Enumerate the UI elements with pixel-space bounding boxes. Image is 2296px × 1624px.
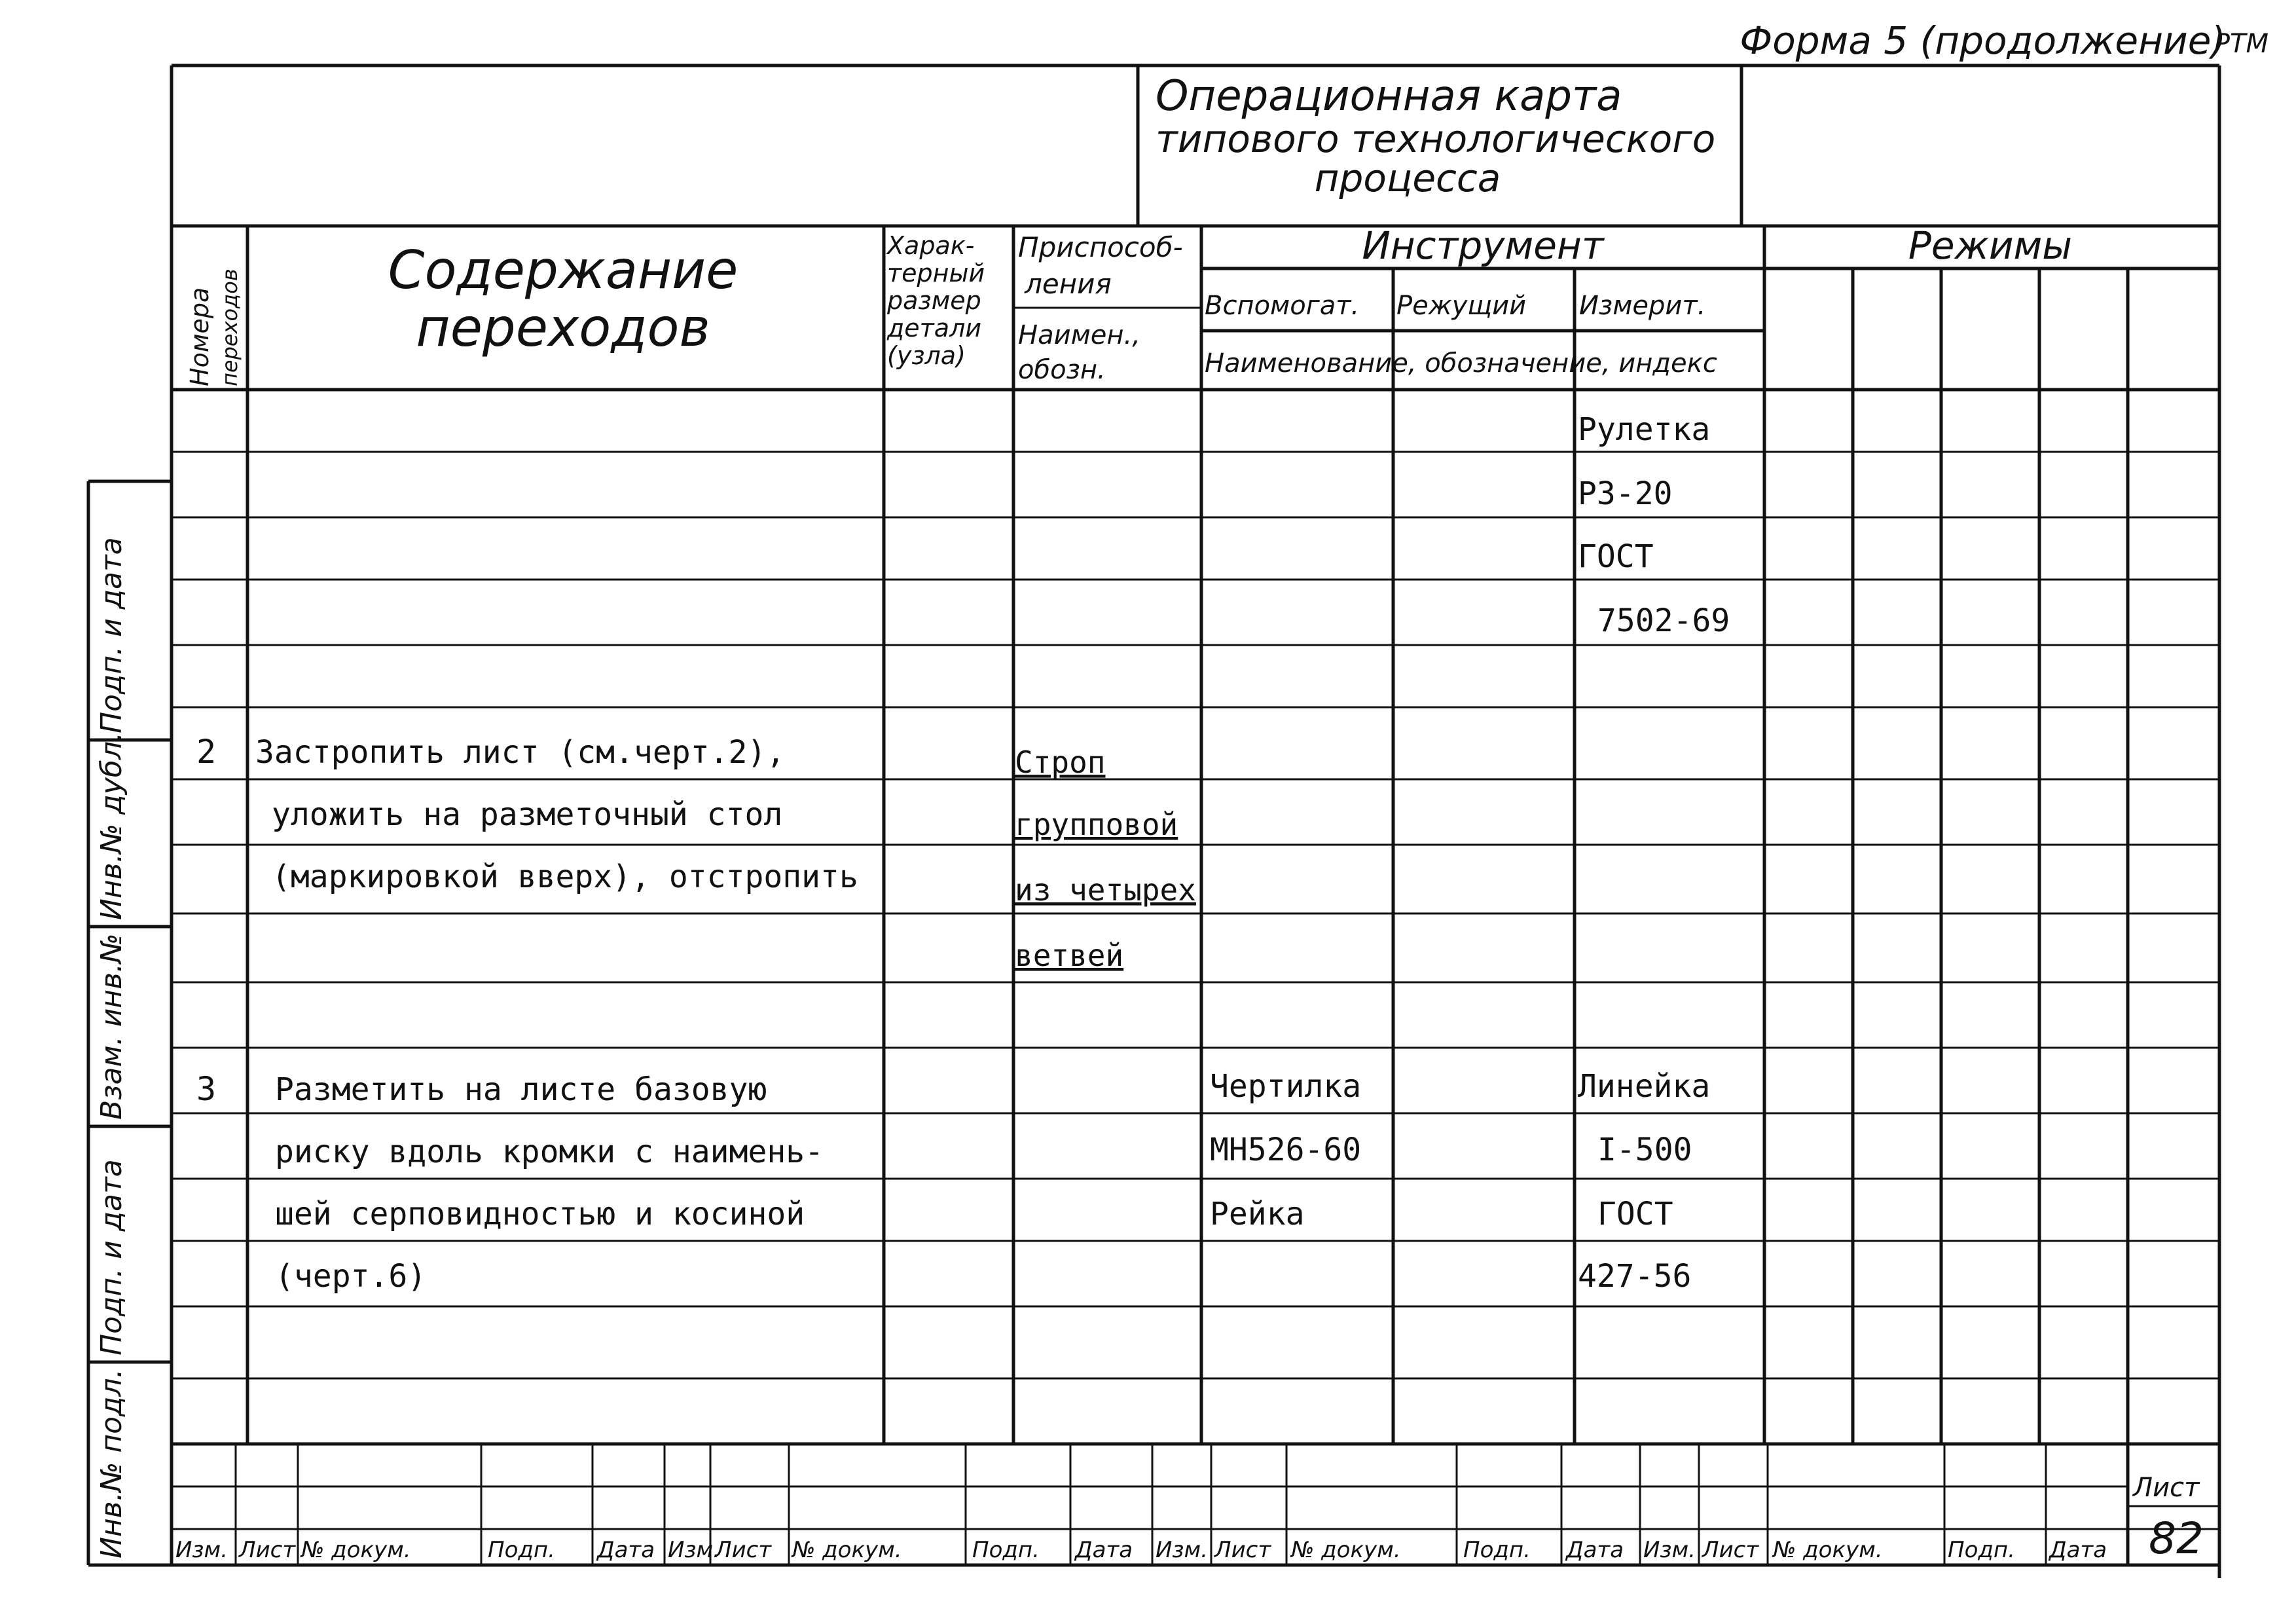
footer-1-doc: № докум.: [301, 1537, 411, 1563]
footer-4-sign: Подп.: [1948, 1537, 2015, 1563]
step-2-content-3: (маркировкой вверх), отстропить: [272, 858, 858, 895]
step-2-content-1: Застропить лист (см.черт.2),: [255, 734, 786, 771]
card-title-line2: типового технологического: [1156, 117, 1716, 161]
footer-4-izm: Изм.: [1643, 1537, 1696, 1563]
col-fixtures-1: Приспособ-: [1018, 231, 1183, 263]
footer-2-doc: № докум.: [792, 1537, 902, 1563]
footer-4-date: Дата: [2049, 1537, 2107, 1563]
step-3-content-3: шей серповидностью и косиной: [275, 1196, 805, 1232]
footer-4-list: Лист: [1702, 1537, 1759, 1563]
footer-1-sign: Подп.: [488, 1537, 555, 1563]
col-modes: Режимы: [1908, 223, 2073, 268]
step-2-content-2: уложить на разметочный стол: [272, 796, 783, 833]
step-2-number: 2: [196, 733, 217, 771]
step-2-fixture-4: ветвей: [1015, 938, 1124, 973]
step-2-fixture-1: Строп: [1015, 745, 1106, 780]
step-3-measuring-2: I-500: [1597, 1132, 1692, 1168]
footer-2-date: Дата: [1075, 1537, 1133, 1563]
col-numbers-line2: переходов: [217, 268, 242, 386]
step-3-aux-tool-3: Рейка: [1210, 1196, 1305, 1232]
col-tool-names: Наименование, обозначение, индекс: [1205, 348, 1717, 378]
footer-1-list: Лист: [239, 1537, 296, 1563]
col-tool-aux: Вспомогат.: [1205, 291, 1360, 321]
rtm-label: РТМ: [2214, 29, 2269, 59]
step-3-content-2: риску вдоль кромки с наимень-: [275, 1134, 824, 1170]
col-tool-cut: Режущий: [1396, 291, 1527, 321]
col-char-size-5: (узла): [887, 341, 966, 370]
col-fixtures-sub-2: обозн.: [1018, 355, 1106, 385]
header-grid: [172, 226, 2219, 1444]
step-2-fixture-2: групповой: [1015, 807, 1178, 842]
footer-3-doc: № докум.: [1291, 1537, 1401, 1563]
col-numbers-line1: Номера: [185, 287, 214, 386]
side-inv-podl: Инв.№ подл.: [95, 1369, 128, 1559]
footer-1-date: Дата: [597, 1537, 655, 1563]
col-tool: Инструмент: [1362, 223, 1604, 268]
col-content-line1: Содержание: [388, 240, 738, 301]
footer-2-sign: Подп.: [972, 1537, 1040, 1563]
sheet-number: 82: [2149, 1513, 2204, 1564]
col-content-line2: переходов: [416, 297, 710, 358]
step-3-measuring-4: 427-56: [1578, 1258, 1692, 1295]
measuring-tool-1-line3: ГОСТ: [1578, 538, 1654, 575]
step-3-aux-tool-2: МН526-60: [1210, 1132, 1362, 1168]
footer-4-doc: № докум.: [1773, 1537, 1883, 1563]
col-fixtures-2: ления: [1025, 268, 1112, 300]
sheet-label: Лист: [2133, 1473, 2200, 1503]
footer-3-izm: Изм.: [1156, 1537, 1208, 1563]
side-sign-date-2: Подп. и дата: [95, 537, 128, 733]
step-3-content-4: (черт.6): [275, 1258, 427, 1295]
col-tool-meas: Измерит.: [1579, 291, 1706, 321]
footer-3-sign: Подп.: [1463, 1537, 1531, 1563]
footer-3-date: Дата: [1566, 1537, 1624, 1563]
col-char-size-3: размер: [887, 286, 981, 315]
footer-2-list: Лист: [715, 1537, 772, 1563]
measuring-tool-1-line2: РЗ-20: [1578, 475, 1673, 512]
footer-2-izm: Изм.: [668, 1537, 720, 1563]
step-3-content-1: Разметить на листе базовую: [275, 1071, 767, 1108]
measuring-tool-1-line1: Рулетка: [1578, 411, 1711, 448]
side-inv-dubl: Инв.№ дубл.: [95, 731, 128, 920]
body-rows: [172, 452, 2219, 1444]
step-2-fixture-3: из четырех: [1015, 872, 1196, 908]
side-vzam-inv: Взам. инв.№: [95, 933, 128, 1120]
step-3-measuring-1: Линейка: [1578, 1068, 1711, 1105]
card-title-line3: процесса: [1314, 156, 1501, 200]
side-sign-date-1: Подп. и дата: [95, 1159, 128, 1356]
step-3-number: 3: [196, 1070, 217, 1108]
col-char-size-2: терный: [887, 259, 985, 287]
step-3-aux-tool-1: Чертилка: [1210, 1068, 1362, 1105]
measuring-tool-1-line4: 7502-69: [1597, 602, 1730, 639]
step-3-measuring-3: ГОСТ: [1597, 1196, 1673, 1232]
form-label: Форма 5 (продолжение): [1740, 18, 2226, 63]
col-fixtures-sub-1: Наимен.,: [1018, 320, 1140, 350]
footer-1-izm: Изм.: [175, 1537, 228, 1563]
col-char-size-1: Харак-: [887, 231, 975, 260]
footer-3-list: Лист: [1214, 1537, 1271, 1563]
col-char-size-4: детали: [887, 314, 982, 342]
card-title-line1: Операционная карта: [1156, 72, 1622, 120]
